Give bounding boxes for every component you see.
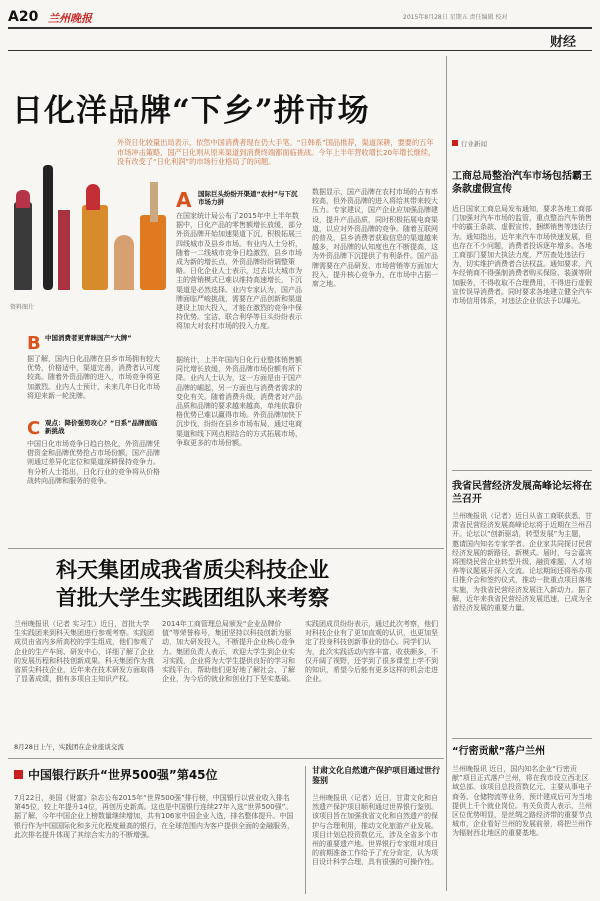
sidebar-bottom-title: “行密贡献”落户兰州 — [452, 746, 546, 757]
feature-headline-2: 首批大学生实践团组队来考察 — [56, 585, 329, 610]
lead-section-b — [27, 333, 165, 413]
feature-footer: 8月28日上午，实践团在企业座谈交流 — [14, 743, 124, 751]
feature-col1: 兰州晚报讯（记者 实习生）近日，首批大学生实践团来到科天集团进行参观考察。实践团成员由省内多所高校的学生组成，他们参观了企业的生产车间、研发中心，详细了解了企业的发展历程和科技创新成果。科天集团作为我省质尖科技企业，近年来在技术研发方面取得了显著成绩，拥有多项自主知识产权。 — [14, 620, 154, 684]
section-label: 财经 — [550, 35, 577, 50]
section-letter-c: C — [27, 418, 41, 439]
heritage-news — [312, 766, 442, 896]
section-letter-b: B — [27, 333, 41, 354]
sidebar-bottom-body: 兰州晚报讯 近日，国内知名企业“行密贡献”项目正式落户兰州，将在我市设立西北区域总部。该项目总投资数亿元，主要从事电子商务、仓储物流等业务，预计建成后可为当地提供上千个就业岗位。有关负责人表示，兰州区位优势明显，是丝绸之路经济带的重要节点城市，企业看好兰州的发展前景，将把兰州作为辐射西北地区的重要基地。 — [452, 765, 592, 838]
sidebar-top-title: 工商总局整治汽车市场包括霸王条款虚假宣传 — [452, 171, 592, 195]
heritage-news-title: 甘肃文化自然遗产保护项目通过世行鉴别 — [312, 766, 440, 785]
bank-news — [14, 766, 304, 896]
section-body-a: 在国家统计局公布了2015年中上半年数据中，日化产品的零售额增长放缓，部分外资品牌开始加速渠道下沉，积极拓展三四线城市及县乡市场。有业内人士分析，随着一二线城市竞争日趋激烈，县乡市场成为新的增长点，外资品牌纷纷调整策略。日化企业人士表示，过去以大城市为主的营销模式已难以维持高速增长，下沉渠道是必然选择。业内专家认为，国产品牌面临严峻挑战，需要在产品创新和渠道建设上加大投入，才能在激烈的竞争中保持优势。宝洁、联合利华等巨头纷纷表示将加大对农村市场的投入力度。 — [176, 212, 302, 331]
feature-headline-1: 科天集团成我省质尖科技企业 — [56, 557, 329, 582]
lead-section-c — [27, 418, 165, 543]
lead-col2-text: 据统计，上半年国内日化行业整体销售额同比增长放缓，外资品牌市场份额有所下降。业内人士认为，这一方面是由于国产品牌的崛起，另一方面也与消费者需求的变化有关。随着消费升级，消费者对产品品质和品牌的要求越来越高，单纯依靠价格优势已难以赢得市场。外资品牌加快下沉步伐，纷纷在县乡市场布局，通过电商渠道和线下网点相结合的方式拓展市场，争取更多的市场份额。 — [176, 356, 302, 447]
lead-intro: 外资日化较量出局表示，依然中国消费者现在仍大手笔。“日韩系”国品推荐，渠道深耕，要要的五年市场冲击策略，国产日化则从原来渠道到消费终端都面临挑战。今年上半年营收增长20年增长继续，没有改变了“日化利润”的市场行业格局了的问题。 — [117, 138, 436, 166]
page-header — [8, 9, 592, 26]
lead-section-a — [176, 188, 304, 538]
sidebar-top — [452, 140, 592, 450]
section-subhead-a: 国际巨头纷纷开渠道“农村”与下沉市场力拼 — [198, 190, 298, 206]
sidebar-mid-body: 兰州晚报讯（记者）近日从省工商联获悉，甘肃省民营经济发展高峰论坛将于近期在兰州召开。论坛以“创新驱动，转型发展”为主题，邀请国内知名专家学者、企业家共同探讨民营经济发展的新路径、新模式。届时，与会嘉宾将围绕民营企业转型升级、融资难题、人才培养等议题展开深入交流。论坛期间还将举办项目推介会和签约仪式，推动一批重点项目落地实施，为我省民营经济发展注入新动力。据了解，近年来我省民营经济发展迅速，已成为全省经济发展的重要力量。 — [452, 512, 592, 613]
lead-col3-text: 数据显示，国产品牌在农村市场的占有率较高，但外资品牌的进入将给其带来较大压力。专家建议，国产企业应加强品牌建设，提升产品品质，同时积极拓展电商渠道，以应对外资品牌的竞争。随着互联网的普及，县乡消费者获取信息的渠道越来越多，对品牌的认知度也在不断提高，这为外资品牌下沉提供了有利条件。国产品牌需要在产品研发、市场营销等方面加大投入，提升核心竞争力，在市场中占据一席之地。 — [312, 188, 438, 289]
heritage-news-body: 兰州晚报讯（记者）近日，甘肃文化和自然遗产保护项目顺利通过世界银行鉴别。该项目旨在加强我省文化和自然遗产的保护与合理利用，推动文化旅游产业发展。项目计划总投资数亿元，涉及全省多个市州的重要遗产地。世界银行专家组对项目的前期准备工作给予了充分肯定，认为项目设计科学合理，具有很强的可操作性。 — [312, 794, 438, 867]
masthead-logo: 兰州晚报 — [48, 12, 92, 25]
section-letter-a: A — [176, 188, 192, 212]
sidebar-mid — [452, 480, 592, 730]
column-divider — [446, 56, 447, 891]
sidebar-bottom — [452, 745, 592, 895]
section-subhead-b: 中国消费者更青睐国产“大牌” — [45, 334, 132, 342]
feature-col3: 实践团成员纷纷表示，通过此次考察，他们对科技企业有了更加直观的认识，也更加坚定了投身科技创新事业的信心。同学们认为，此次实践活动内容丰富、收获颇多，不仅开阔了视野，还学到了很多课堂上学不到的知识，希望今后能有更多这样的机会走进企业。 — [305, 620, 438, 684]
section-body-c: 中国日化市场竞争日趋白热化，外资品牌凭借资金和品牌优势抢占市场份额，国产品牌则通过差异化定位和渠道深耕保持竞争力。有分析人士指出，日化行业的竞争将从价格战转向品牌和服务的竞争。 — [27, 440, 160, 485]
photo-caption: 资料图片 — [10, 304, 35, 311]
lead-headline: 日化洋品牌“下乡”拼市场 — [12, 93, 370, 129]
bank-news-body: 7月22日，美国《财富》杂志公布2015年“世界500强”排行榜，中国银行以营业收入排名第45位，较上年提升14位，再创历史新高。这也是中国银行连续27年入选“世界500强”。据了解，今年中国企业上榜数量继续增加，共有106家中国企业入选，排名整体提升。中国银行作为中国国际化和多元化程度最高的银行，在全球范围内为客户提供全面的金融服务，此次排名提升体现了其综合实力的不断增强。 — [14, 794, 294, 839]
sidebar-tag: 行业新闻 — [461, 140, 487, 148]
section-subhead-c: 观点：降价强势攻心？“日系”品牌面临新挑战 — [45, 419, 158, 435]
page-number: A20 — [8, 9, 39, 25]
section-body-b: 据了解，国内日化品牌在县乡市场拥有较大优势，价格适中，渠道完善，消费者认可度较高。随着外资品牌的进入，市场竞争将更加激烈。业内人士预计，未来几年日化市场将迎来新一轮洗牌。 — [27, 355, 160, 400]
feature-col2: 2014年工商管理总局颁发“企业品牌价值”等荣誉称号，集团坚持以科技创新为驱动，加大研发投入，不断提升企业核心竞争力。集团负责人表示，欢迎大学生到企业实习实践，企业将为大学生提供良好的学习和实践平台，帮助他们更好地了解社会、了解企业，为今后的就业和创业打下坚实基础。 — [162, 620, 295, 684]
header-rule — [8, 27, 592, 29]
date-line: 2015年8月28日 星期五 责任编辑 校对 — [403, 14, 508, 21]
bank-news-title: 中国银行跃升“世界500强”第45位 — [28, 768, 218, 782]
sidebar-top-body: 近日国家工商总局发布通知，要求各地工商部门加强对汽车市场的监管，重点整治汽车销售中的霸王条款、虚假宣传、捆绑销售等违法行为。通知指出，近年来汽车市场快速发展，但也存在不少问题，消费者投诉逐年增多。各地工商部门要加大执法力度，严厉查处违法行为，切实维护消费者合法权益。通知要求，汽车经销商不得强制消费者购买保险、装潢等附加服务，不得收取不合理费用，不得进行虚假宣传误导消费者。同时要求各地建立健全汽车市场信用体系，对违法企业依法予以曝光。 — [452, 205, 592, 306]
section-rule — [8, 50, 592, 51]
cosmetics-photo — [10, 150, 170, 310]
sidebar-mid-title: 我省民营经济发展高峰论坛将在兰召开 — [452, 481, 592, 505]
